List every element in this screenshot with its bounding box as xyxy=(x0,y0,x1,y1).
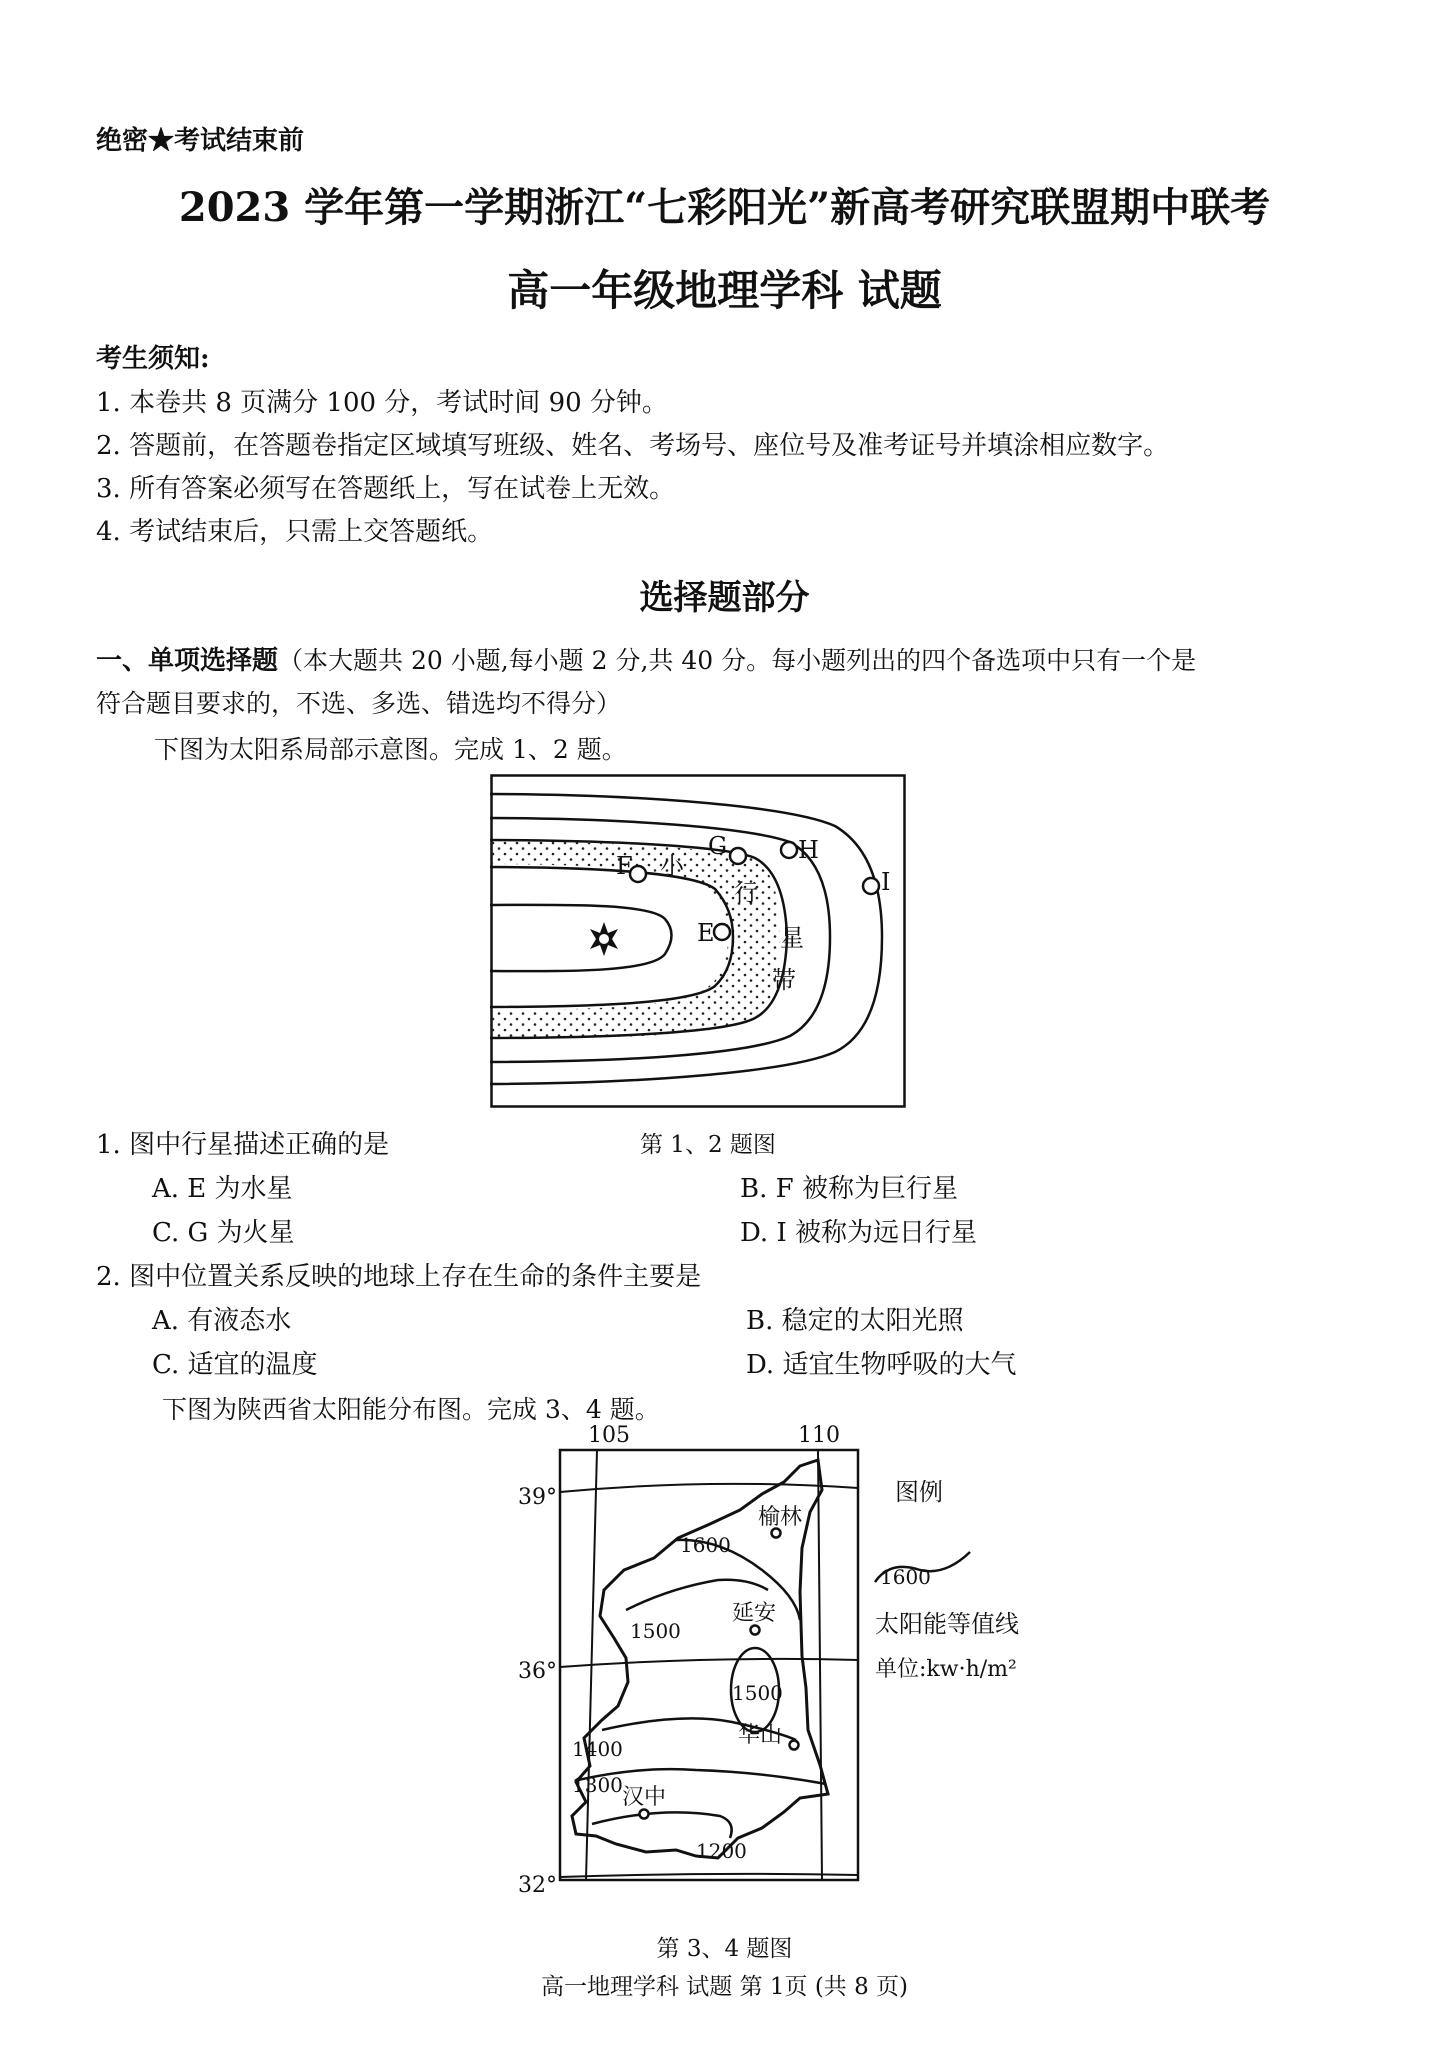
page-footer: 高一地理学科 试题 第 1页 (共 8 页) xyxy=(540,1974,909,2000)
intro-q12: 下图为太阳系局部示意图。完成 1、2 题。 xyxy=(154,735,627,764)
map-legend xyxy=(875,1478,1019,1682)
label-f: F xyxy=(616,852,633,880)
q1-option-a: A. E 为水星 xyxy=(152,1174,293,1204)
isoline-label-1300: 1300 xyxy=(572,1773,623,1797)
shaanxi-solar-map xyxy=(500,1420,1060,1920)
isoline-label-1600: 1600 xyxy=(680,1533,731,1557)
figure2-caption: 第 3、4 题图 xyxy=(656,1936,793,1962)
notice-item-2: 2. 答题前，在答题卷指定区域填写班级、姓名、考场号、座位号及准考证号并填涂相应数字。 xyxy=(96,431,1170,461)
q1-option-c: C. G 为火星 xyxy=(152,1218,295,1248)
belt-label-3: 星 xyxy=(780,924,804,952)
q2-option-d: D. 适宜生物呼吸的大气 xyxy=(746,1350,1017,1380)
q2-option-a: A. 有液态水 xyxy=(152,1306,292,1336)
solar-system-figure xyxy=(490,774,906,1108)
part1-desc-line2: 符合题目要求的，不选、多选、错选均不得分） xyxy=(96,689,622,718)
city-label-huashan: 华山 xyxy=(738,1723,783,1748)
confidential-mark: 绝密★考试结束前 xyxy=(96,126,305,156)
city-yanan xyxy=(751,1626,760,1635)
exam-subtitle: 高一年级地理学科 试题 xyxy=(507,266,942,315)
label-g: G xyxy=(708,832,728,860)
planet-h xyxy=(781,842,797,858)
isoline-label-1500a: 1500 xyxy=(630,1619,681,1643)
planet-i xyxy=(863,878,879,894)
isoline-label-1400: 1400 xyxy=(572,1737,623,1761)
legend-title: 图例 xyxy=(895,1478,943,1506)
city-label-yanan: 延安 xyxy=(732,1601,777,1626)
q2-option-c: C. 适宜的温度 xyxy=(152,1350,318,1380)
section-title: 选择题部分 xyxy=(639,578,810,618)
lon-label-105: 105 xyxy=(588,1423,630,1448)
part1-desc: （本大题共 20 小题,每小题 2 分,共 40 分。每小题列出的四个备选项中只有一个是 xyxy=(278,646,1197,675)
notice-item-1: 1. 本卷共 8 页满分 100 分，考试时间 90 分钟。 xyxy=(96,388,668,418)
figure1-caption: 第 1、2 题图 xyxy=(640,1132,776,1158)
part1-heading xyxy=(96,640,1196,677)
planet-g xyxy=(730,848,746,864)
sun-icon xyxy=(590,922,618,956)
q2-option-b: B. 稳定的太阳光照 xyxy=(746,1306,964,1336)
label-i: I xyxy=(881,868,891,896)
belt-label-1: 小 xyxy=(660,852,684,880)
legend-unit: 单位:kw·h/m² xyxy=(875,1657,1017,1682)
planet-e xyxy=(714,924,730,940)
part1-label: 一、单项选择题 xyxy=(96,646,279,676)
lat-label-32: 32° xyxy=(518,1873,557,1898)
notice-heading: 考生须知: xyxy=(96,344,210,374)
city-huashan xyxy=(790,1741,799,1750)
intro-q34: 下图为陕西省太阳能分布图。完成 3、4 题。 xyxy=(162,1395,660,1424)
exam-title: 2023 学年第一学期浙江“七彩阳光”新高考研究联盟期中联考 xyxy=(178,184,1271,231)
notice-item-4: 4. 考试结束后，只需上交答题纸。 xyxy=(96,517,494,547)
city-label-hanzhong: 汉中 xyxy=(622,1785,667,1810)
city-hanzhong xyxy=(640,1810,649,1819)
legend-value: 1600 xyxy=(880,1565,931,1589)
isoline-label-1500b: 1500 xyxy=(732,1681,783,1705)
notice-item-3: 3. 所有答案必须写在答题纸上，写在试卷上无效。 xyxy=(96,474,676,504)
belt-label-2: 行 xyxy=(734,879,758,907)
belt-label-4: 带 xyxy=(772,966,796,994)
q1-option-b: B. F 被称为巨行星 xyxy=(740,1174,958,1204)
city-label-yulin: 榆林 xyxy=(758,1505,803,1530)
lat-label-36: 36° xyxy=(518,1659,557,1684)
label-h: H xyxy=(798,836,819,864)
label-e: E xyxy=(697,919,715,947)
lon-label-110: 110 xyxy=(798,1423,840,1448)
question-2-stem: 2. 图中位置关系反映的地球上存在生命的条件主要是 xyxy=(96,1262,702,1292)
lat-label-39: 39° xyxy=(518,1485,557,1510)
isoline-1200 xyxy=(592,1812,732,1838)
question-1-stem: 1. 图中行星描述正确的是 xyxy=(96,1130,390,1160)
isoline-label-1200: 1200 xyxy=(696,1839,747,1863)
legend-name: 太阳能等值线 xyxy=(875,1610,1019,1638)
q1-option-d: D. I 被称为远日行星 xyxy=(740,1218,977,1248)
